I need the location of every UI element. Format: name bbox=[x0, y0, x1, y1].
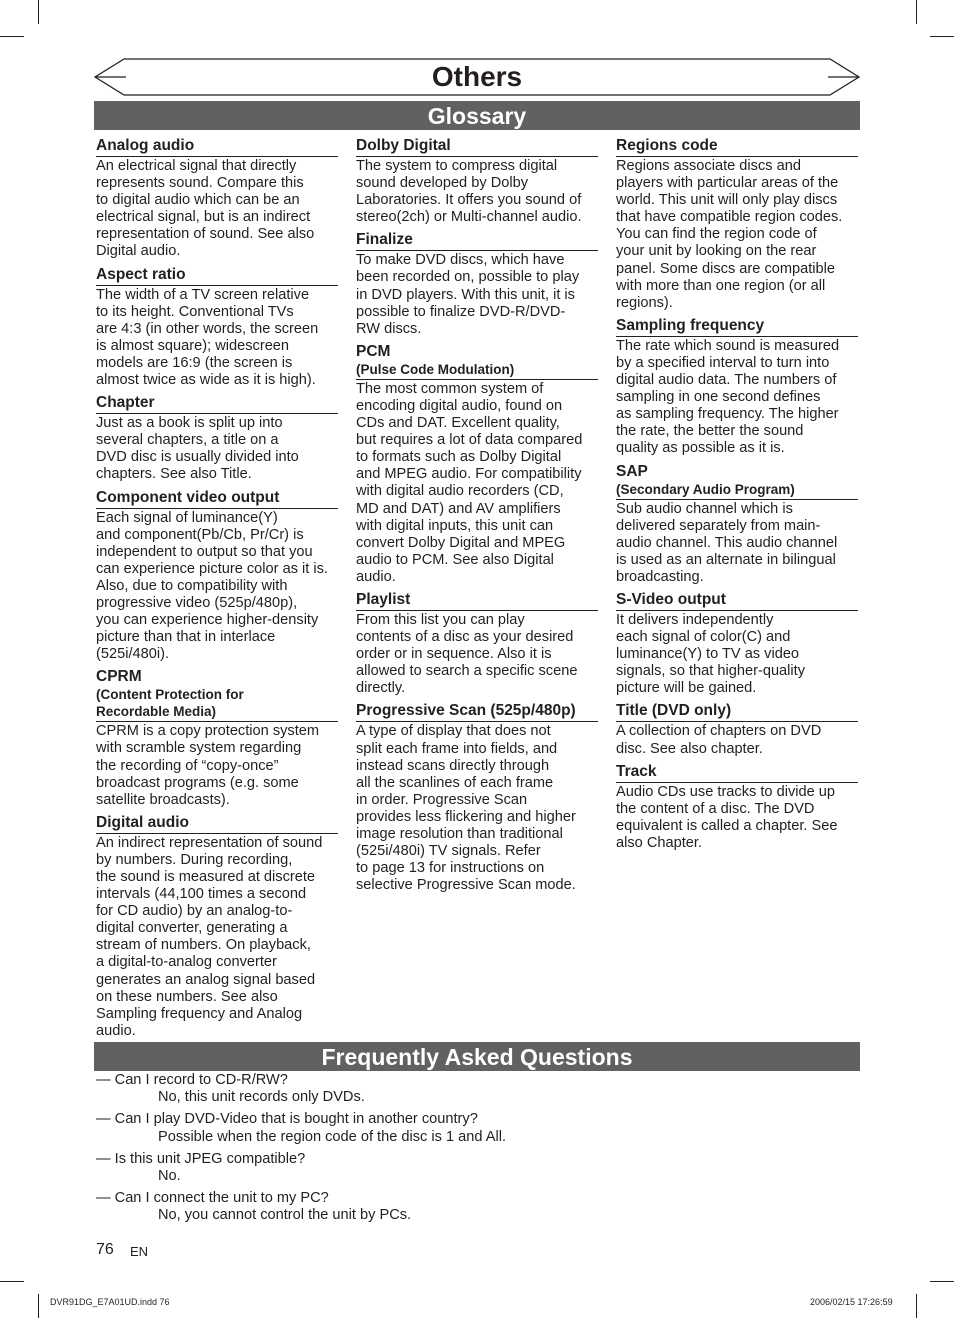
glossary-definition: Regions associate discs and players with particular areas of the world. This unit will only play discs that have compatible region codes. You can find the region code of your unit by looking on the rear panel. Some discs are compatible with more than one region (or all regions). bbox=[616, 158, 843, 311]
faq-question: — Can I record to CD-R/RW? bbox=[96, 1072, 288, 1088]
glossary-term-heading bbox=[616, 591, 858, 611]
glossary-term: Chapter bbox=[96, 394, 155, 412]
faq-item bbox=[96, 1072, 856, 1106]
glossary-term-heading bbox=[616, 463, 858, 500]
faq-answer: No, this unit records only DVDs. bbox=[158, 1089, 365, 1106]
glossary-entry bbox=[96, 814, 338, 1040]
glossary-term-heading bbox=[616, 763, 858, 783]
faq-item bbox=[96, 1151, 856, 1185]
faq-item bbox=[96, 1111, 856, 1145]
glossary-term-heading bbox=[356, 137, 598, 157]
glossary-definition: An indirect representation of sound by numbers. During recording, the sound is measured at discrete intervals (44,100 times a second for CD audio) by an analog-to- digital converter, generating a stream of numbers. On playback, a digital-to-analog converter generates an analog signal based on these numbers. See also Sampling frequency and Analog audio. bbox=[96, 834, 323, 1039]
faq-answer: No, you cannot control the unit by PCs. bbox=[158, 1207, 412, 1224]
glossary-entry bbox=[616, 317, 858, 458]
crop-mark bbox=[0, 36, 24, 37]
glossary-term-heading bbox=[356, 343, 598, 380]
glossary-term-heading bbox=[616, 702, 858, 722]
glossary-definition: CPRM is a copy protection system with scramble system regarding the recording of “copy-once” broadcast programs (e.g. some satellite broadcasts). bbox=[96, 723, 320, 808]
glossary-term-heading bbox=[96, 266, 338, 286]
glossary-entry bbox=[356, 137, 598, 226]
glossary-column-3 bbox=[616, 137, 858, 857]
glossary-definition: The system to compress digital sound developed by Dolby Laboratories. It offers you sound of stereo(2ch) or Multi-channel audio. bbox=[356, 158, 582, 226]
faq-question: — Can I connect the unit to my PC? bbox=[96, 1190, 329, 1207]
faq-item bbox=[96, 1190, 856, 1224]
glossary-term: PCM bbox=[356, 342, 391, 360]
glossary-term-heading bbox=[96, 394, 338, 414]
glossary-term: Aspect ratio bbox=[96, 265, 186, 283]
glossary-heading: Glossary bbox=[94, 101, 860, 130]
glossary-entry bbox=[616, 463, 858, 586]
glossary-entry bbox=[96, 137, 338, 261]
glossary-term: Finalize bbox=[356, 231, 413, 249]
glossary-term: Regions code bbox=[616, 137, 718, 154]
faq-answer: Possible when the region code of the disc is 1 and All. bbox=[158, 1128, 507, 1145]
glossary-entry bbox=[616, 591, 858, 697]
glossary-entry bbox=[356, 231, 598, 337]
glossary-term: SAP bbox=[616, 462, 648, 480]
glossary-entry bbox=[96, 394, 338, 483]
glossary-term-heading bbox=[616, 317, 858, 337]
glossary-term-heading bbox=[616, 137, 858, 157]
crop-mark bbox=[38, 1294, 39, 1318]
glossary-term: Sampling frequency bbox=[616, 316, 765, 334]
print-slug-file: DVR91DG_E7A01UD.indd 76 bbox=[50, 1297, 170, 1307]
crop-mark bbox=[930, 36, 954, 37]
glossary-term-subtitle: (Pulse Code Modulation) bbox=[356, 361, 515, 377]
glossary-definition: Sub audio channel which is delivered separately from main- audio channel. This audio channel is used as an alternate in bilingual broadcasting. bbox=[616, 500, 838, 585]
glossary-definition: The width of a TV screen relative to its height. Conventional TVs are 4:3 (in other words, the screen is almost square); widescreen models are 16:9 (the screen is almost twice as wide as it is high). bbox=[96, 286, 319, 389]
glossary-entry bbox=[96, 489, 338, 664]
glossary-term: Progressive Scan (525p/480p) bbox=[356, 702, 576, 720]
glossary-column-1 bbox=[96, 137, 338, 1045]
glossary-entry bbox=[616, 702, 858, 757]
page-number: 76 bbox=[96, 1241, 114, 1258]
glossary-entry bbox=[616, 763, 858, 852]
glossary-term: Title (DVD only) bbox=[616, 702, 732, 720]
glossary-definition: Just as a book is split up into several chapters, a title on a DVD disc is usually divided into chapters. See also Title. bbox=[96, 415, 299, 483]
glossary-definition: The rate which sound is measured by a specified interval to turn into digital audio data. The numbers of sampling in one second defines as sampling frequency. The higher the rate, the better the sound quality as possible as it is. bbox=[616, 337, 840, 457]
section-banner bbox=[94, 58, 860, 96]
glossary-term-subtitle: (Secondary Audio Program) bbox=[616, 481, 795, 497]
glossary-column-2 bbox=[356, 137, 598, 899]
page-title: Others bbox=[431, 61, 523, 92]
glossary-definition: From this list you can play contents of a disc as your desired order or in sequence. Also it is allowed to search a specific scene directly. bbox=[356, 611, 578, 697]
glossary-term: Analog audio bbox=[96, 137, 195, 154]
glossary-definition: The most common system of encoding digital audio, found on CDs and DAT. Excellent quality, but requires a lot of data compared to formats such as Dolby Digital and MPEG audio. For compatibility with digital audio recorders (CD, MD and DAT) and AV amplifiers with digital inputs, this unit can convert Dolby Digital and MPEG audio to PCM. See also Digital audio. bbox=[356, 380, 583, 585]
glossary-entry bbox=[616, 137, 858, 312]
glossary-term: Dolby Digital bbox=[356, 137, 451, 154]
glossary-entry bbox=[96, 266, 338, 390]
glossary-definition: It delivers independently each signal of color(C) and luminance(Y) to TV as video signals, so that higher-quality picture will be gained. bbox=[616, 611, 806, 697]
glossary-term-heading bbox=[356, 231, 598, 251]
glossary-term-heading bbox=[356, 591, 598, 611]
faq-heading: Frequently Asked Questions bbox=[94, 1042, 860, 1071]
crop-mark bbox=[930, 1281, 954, 1282]
glossary-term: CPRM bbox=[96, 668, 142, 686]
glossary-term-heading bbox=[96, 489, 338, 509]
faq-question: — Is this unit JPEG compatible? bbox=[96, 1150, 306, 1167]
glossary-entry bbox=[96, 668, 338, 808]
crop-mark bbox=[916, 1294, 917, 1318]
print-slug-date: 2006/02/15 17:26:59 bbox=[810, 1297, 893, 1307]
glossary-term-heading bbox=[96, 814, 338, 834]
glossary-definition: A collection of chapters on DVD disc. See also chapter. bbox=[616, 723, 822, 757]
glossary-term: S-Video output bbox=[616, 590, 726, 608]
glossary-term: Component video output bbox=[96, 488, 280, 506]
glossary-definition: An electrical signal that directly represents sound. Compare this to digital audio which can be an electrical signal, but is an indirect representation of sound. See also Digital audio. bbox=[96, 158, 315, 260]
glossary-definition: To make DVD discs, which have been recorded on, possible to play in DVD players. With this unit, it is possible to finalize DVD-R/DVD- RW discs. bbox=[356, 252, 580, 337]
glossary-term: Digital audio bbox=[96, 813, 189, 831]
faq-question: — Can I play DVD-Video that is bought in another country? bbox=[96, 1111, 478, 1128]
page-language: EN bbox=[130, 1244, 149, 1259]
crop-mark bbox=[0, 1281, 24, 1282]
glossary-term-heading bbox=[356, 702, 598, 722]
glossary-entry bbox=[356, 343, 598, 586]
glossary-term: Track bbox=[616, 762, 657, 780]
glossary-definition: Audio CDs use tracks to divide up the content of a disc. The DVD equivalent is called a chapter. See also Chapter. bbox=[616, 783, 838, 851]
glossary-definition: A type of display that does not split each frame into fields, and instead scans directly through all the scanlines of each frame in order. Progressive Scan provides less flickering and higher image resolution than traditional (525i/480i) TV signals. Refer to page 13 for instructions on selective Progressive Scan mode. bbox=[356, 723, 576, 894]
glossary-term-subtitle: (Content Protection for Recordable Media) bbox=[96, 687, 244, 720]
glossary-entry bbox=[356, 702, 598, 894]
crop-mark bbox=[916, 0, 917, 24]
glossary-term: Playlist bbox=[356, 590, 411, 608]
glossary-definition: Each signal of luminance(Y) and component(Pb/Cb, Pr/Cr) is independent to output so that you can experience picture color as it is. Also, due to compatibility with progressive video (525p/480p), you can experience higher-density picture than that in interlace (525i/480i). bbox=[96, 509, 328, 663]
glossary-term-heading bbox=[96, 137, 338, 157]
faq-answer: No. bbox=[158, 1168, 181, 1185]
glossary-entry bbox=[356, 591, 598, 697]
glossary-term-heading bbox=[96, 668, 338, 722]
faq-list bbox=[96, 1072, 856, 1230]
crop-mark bbox=[38, 0, 39, 24]
